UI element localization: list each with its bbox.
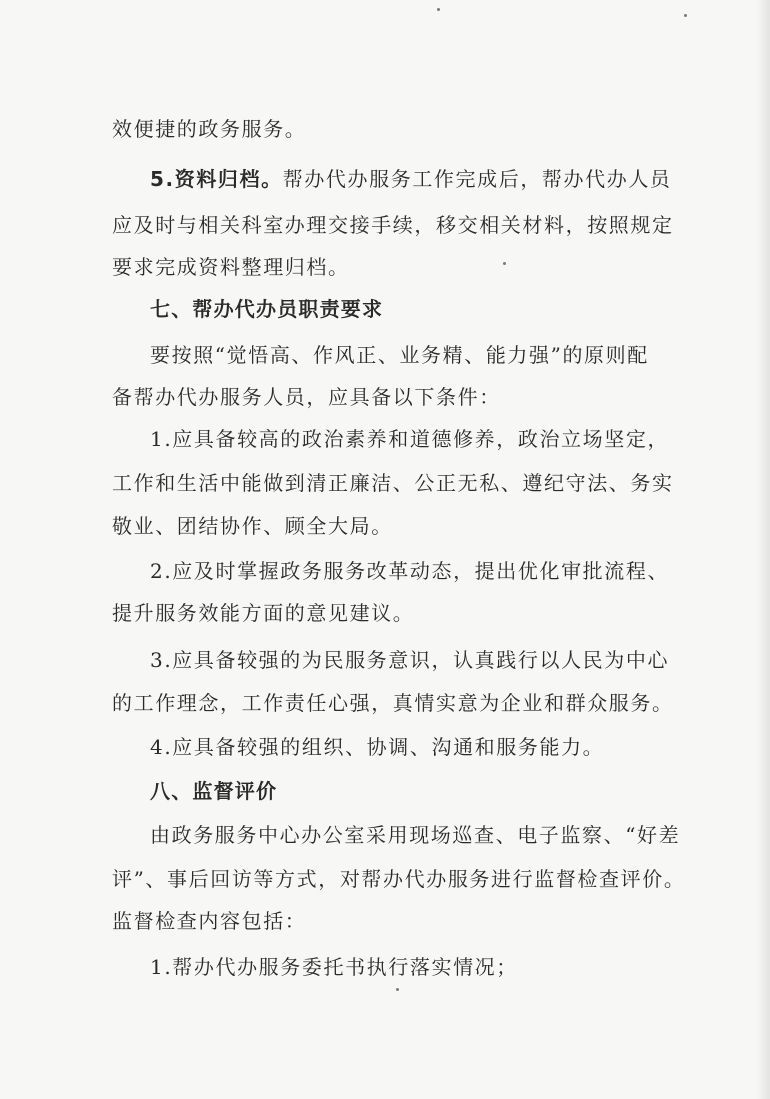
- paragraph-line: 要按照“觉悟高、作风正、业务精、能力强”的原则配: [150, 343, 649, 367]
- paragraph-line: 应及时与相关科室办理交接手续，移交相关材料，按照规定: [112, 213, 674, 237]
- paragraph-line: 提升服务效能方面的意见建议。: [112, 601, 415, 625]
- item-text: 帮办代办服务工作完成后，帮办代办人员: [282, 167, 672, 191]
- paragraph-line: 效便捷的政务服务。: [112, 117, 307, 141]
- paragraph-line: 敬业、团结协作、顾全大局。: [112, 514, 393, 538]
- paragraph-line: 的工作理念，工作责任心强，真情实意为企业和群众服务。: [112, 691, 674, 715]
- paragraph-line: 监督检查内容包括：: [112, 909, 307, 933]
- scan-speck: [503, 262, 506, 265]
- scan-speck: [437, 8, 440, 11]
- paragraph-line: 1.应具备较高的政治素养和道德修养，政治立场坚定，: [150, 427, 670, 451]
- paragraph-line: [150, 165, 672, 193]
- paragraph-line: 要求完成资料整理归档。: [112, 255, 350, 279]
- item-label: 5.资料归档。: [150, 167, 283, 191]
- paragraph-line: 2.应及时掌握政务服务改革动态，提出优化审批流程、: [150, 559, 670, 583]
- page-edge-shadow: [756, 0, 770, 1099]
- scan-speck: [396, 988, 399, 991]
- paragraph-line: 工作和生活中能做到清正廉洁、公正无私、遵纪守法、务实: [112, 471, 674, 495]
- section-heading: 七、帮办代办员职责要求: [150, 297, 384, 321]
- paragraph-line: 备帮办代办服务人员，应具备以下条件：: [112, 385, 501, 409]
- paragraph-line: 3.应具备较强的为民服务意识，认真践行以人民为中心: [150, 648, 670, 672]
- paragraph-line: 评”、事后回访等方式，对帮办代办服务进行监督检查评价。: [112, 867, 686, 891]
- scan-speck: [684, 14, 687, 17]
- paragraph-line: 1.帮办代办服务委托书执行落实情况；: [150, 955, 518, 979]
- paragraph-line: 4.应具备较强的组织、协调、沟通和服务能力。: [150, 735, 605, 759]
- paragraph-line: 由政务服务中心办公室采用现场巡查、电子监察、“好差: [150, 823, 681, 847]
- section-heading: 八、监督评价: [150, 779, 278, 803]
